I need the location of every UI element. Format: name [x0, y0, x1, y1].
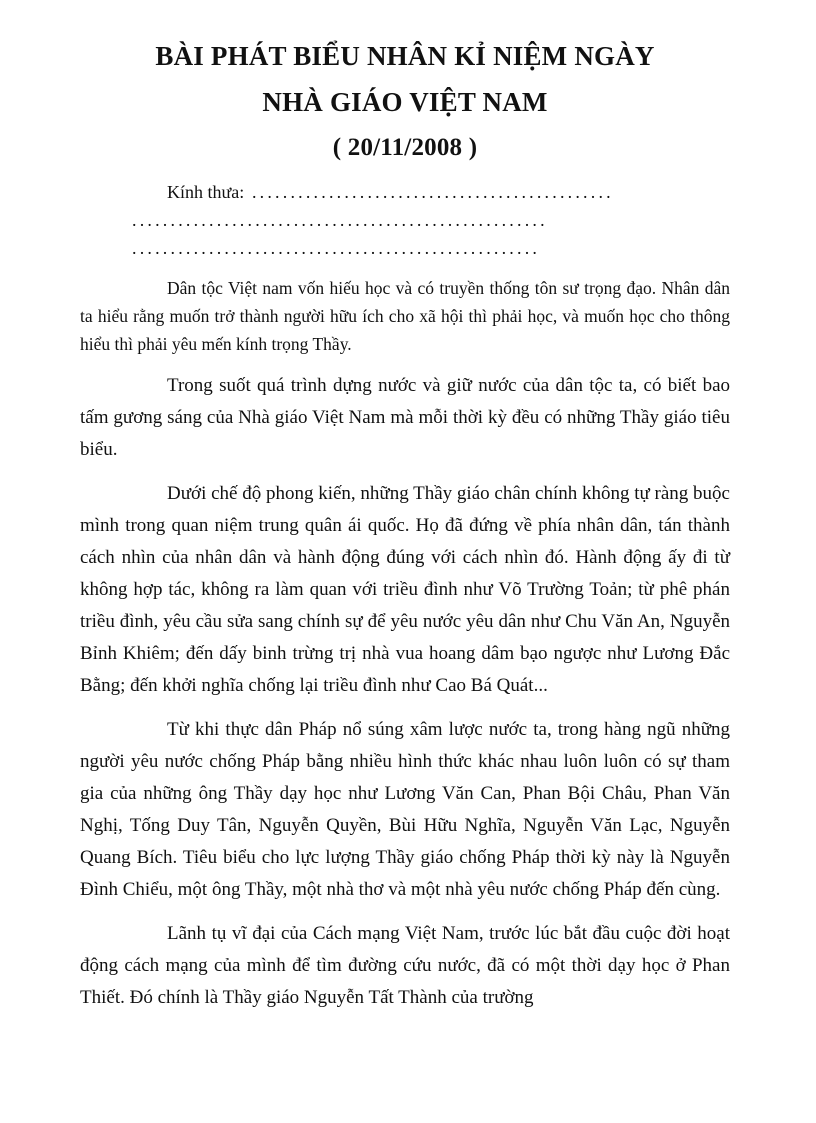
document-title-line1: BÀI PHÁT BIỂU NHÂN KỈ NIỆM NGÀY: [155, 41, 655, 71]
salutation-label: Kính thưa:: [167, 182, 245, 202]
salutation-dots-2: ......................................................: [132, 210, 548, 230]
paragraph-4: Từ khi thực dân Pháp nổ súng xâm lược nước ta, trong hàng ngũ những người yêu nước chống Pháp bằng nhiều hình thức khác nhau luôn luôn có sự tham gia của những ông Thầy dạy học như Lương Văn Can, Phan Bội Châu, Phan Văn Nghị, Tống Duy Tân, Nguyễn Quyền, Bùi Hữu Nghĩa, Nguyễn Văn Lạc, Nguyễn Quang Bích. Tiêu biểu cho lực lượng Thầy giáo chống Pháp thời kỳ này là Nguyễn Đình Chiểu, một ông Thầy, một nhà thơ và một nhà yêu nước chống Pháp đến cùng.: [80, 719, 730, 900]
paragraph-3: Dưới chế độ phong kiến, những Thầy giáo chân chính không tự ràng buộc mình trong quan niệm trung quân ái quốc. Họ đã đứng về phía nhân dân, tán thành cách nhìn của nhân dân và hành động đúng với cách nhìn đó. Hành động ấy đi từ không hợp tác, không ra làm quan với triều đình như Võ Trường Toản; từ phê phán triều đình, yêu cầu sửa sang chính sự để yêu nước yêu dân như Chu Văn An, Nguyễn Bỉnh Khiêm; đến dấy binh trừng trị nhà vua hoang dâm bạo ngược như Lương Đắc Bằng; đến khởi nghĩa chống lại triều đình như Cao Bá Quát...: [80, 483, 730, 696]
paragraph-2: Trong suốt quá trình dựng nước và giữ nước của dân tộc ta, có biết bao tấm gương sáng của Nhà giáo Việt Nam mà mỗi thời kỳ đều có những Thầy giáo tiêu biểu.: [80, 375, 730, 460]
paragraph-5: Lãnh tụ vĩ đại của Cách mạng Việt Nam, trước lúc bắt đầu cuộc đời hoạt động cách mạng của mình để tìm đường cứu nước, đã có một thời dạy học ở Phan Thiết. Đó chính là Thầy giáo Nguyễn Tất Thành của trường: [80, 923, 730, 1008]
paragraph-1: Dân tộc Việt nam vốn hiếu học và có truyền thống tôn sư trọng đạo. Nhân dân ta hiểu rằng muốn trở thành người hữu ích cho xã hội thì phải học, và muốn học cho thông hiểu thì phải yêu mến kính trọng Thầy.: [80, 278, 730, 354]
document-date: ( 20/11/2008 ): [332, 134, 478, 161]
document-title-line2: NHÀ GIÁO VIỆT NAM: [262, 87, 548, 117]
salutation-dots-1: ...............................................: [251, 182, 614, 202]
salutation-line-2: [80, 206, 730, 234]
salutation-block: [80, 178, 730, 262]
salutation-dots-3: .....................................................: [132, 238, 541, 258]
salutation-line-1: [80, 178, 730, 206]
salutation-line-3: [80, 234, 730, 262]
document-page: [80, 36, 730, 1014]
